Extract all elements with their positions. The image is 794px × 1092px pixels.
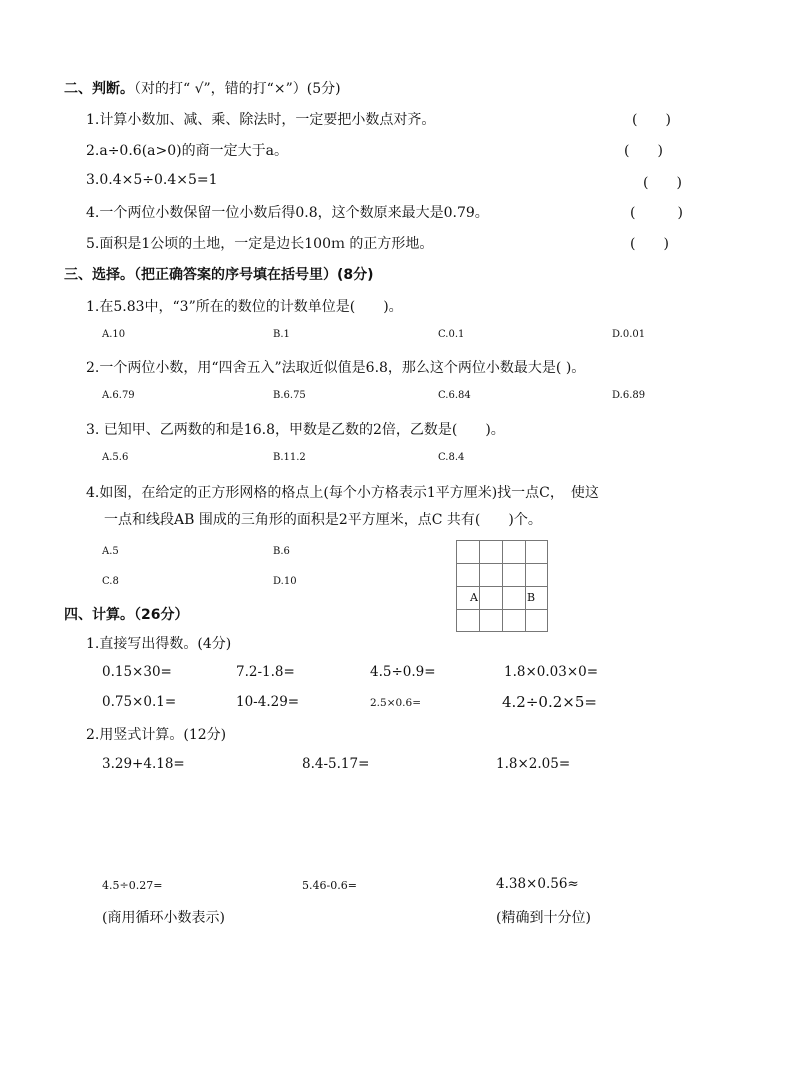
vertical-calc-3: 1.8×2.05= <box>496 756 571 772</box>
q1-option-c[interactable]: C.0.1 <box>438 329 465 340</box>
q4-option-c[interactable]: C.8 <box>102 576 119 587</box>
oral-calc-2: 7.2-1.8= <box>236 664 295 680</box>
judge-item-3: 3.0.4×5÷0.4×5=1 <box>86 172 218 188</box>
calc-part2-title: 2.用竖式计算。(12分) <box>86 727 227 743</box>
oral-calc-3: 4.5÷0.9= <box>370 664 436 680</box>
section2-title: 二、判断。 <box>64 81 134 97</box>
choice-question-4-line2: 一点和线段AB 围成的三角形的面积是2平方厘米，点C 共有( )个。 <box>104 512 542 528</box>
q3-option-c[interactable]: C.8.4 <box>438 452 465 463</box>
q3-option-a[interactable]: A.5.6 <box>102 452 129 463</box>
grid-line <box>547 540 548 632</box>
oral-calc-5: 0.75×0.1= <box>102 694 177 710</box>
q2-option-d[interactable]: D.6.89 <box>612 390 646 401</box>
oral-calc-4: 1.8×0.03×0= <box>504 664 599 680</box>
section4-subtitle: （26分） <box>134 607 189 623</box>
oral-calc-6: 10-4.29= <box>236 694 300 710</box>
calc-part1-title: 1.直接写出得数。(4分) <box>86 636 232 652</box>
vertical-calc-6: 4.38×0.56≈ <box>496 876 579 892</box>
section3-subtitle: （把正确答案的序号填在括号里）(8分) <box>134 267 374 283</box>
judge-answer-bracket-3[interactable]: ( ) <box>643 175 682 191</box>
q3-option-b[interactable]: B.11.2 <box>273 452 306 463</box>
vertical-calc-4: 4.5÷0.27= <box>102 879 163 892</box>
choice-question-2: 2.一个两位小数，用“四舍五入”法取近似值是6.8，那么这个两位小数最大是( )。 <box>86 360 586 376</box>
grid-line <box>525 540 526 632</box>
judge-item-4: 4.一个两位小数保留一位小数后得0.8，这个数原来最大是0.79。 <box>86 205 489 221</box>
q2-option-c[interactable]: C.6.84 <box>438 390 471 401</box>
grid-line <box>479 540 480 632</box>
q4-option-a[interactable]: A.5 <box>102 546 119 557</box>
oral-calc-7: 2.5×0.6= <box>370 697 421 709</box>
judge-answer-bracket-4[interactable]: ( ) <box>630 205 683 221</box>
q2-option-a[interactable]: A.6.79 <box>102 390 135 401</box>
section3-title: 三、选择。 <box>64 267 134 283</box>
judge-item-2: 2.a÷0.6(a>0)的商一定大于a。 <box>86 143 288 159</box>
judge-item-5: 5.面积是1公顷的土地，一定是边长100ｍ 的正方形地。 <box>86 236 434 252</box>
choice-question-4-line1: 4.如图，在给定的正方形网格的格点上(每个小方格表示1平方厘米)找一点C， 使这 <box>86 485 599 501</box>
grid-line <box>502 540 503 632</box>
section4-heading <box>64 604 188 624</box>
judge-answer-bracket-5[interactable]: ( ) <box>630 236 669 252</box>
vertical-calc-1: 3.29+4.18= <box>102 756 185 772</box>
choice-question-1: 1.在5.83中，“3”所在的数位的计数单位是( )。 <box>86 299 403 315</box>
q4-option-b[interactable]: B.6 <box>273 546 290 557</box>
oral-calc-1: 0.15×30= <box>102 664 172 680</box>
section2-subtitle: （对的打“ √”，错的打“×”）(5分) <box>134 81 341 97</box>
q1-option-a[interactable]: A.10 <box>102 329 126 340</box>
vertical-calc-2: 8.4-5.17= <box>302 756 370 772</box>
note-repeating-decimal: (商用循环小数表示) <box>102 910 225 926</box>
section3-heading <box>64 264 374 284</box>
judge-answer-bracket-2[interactable]: ( ) <box>624 143 663 159</box>
grid-line <box>456 540 457 632</box>
grid-point-b-label: B <box>527 591 536 604</box>
vertical-calc-5: 5.46-0.6= <box>302 879 357 892</box>
q1-option-d[interactable]: D.0.01 <box>612 329 646 340</box>
judge-answer-bracket-1[interactable]: ( ) <box>632 112 671 128</box>
q4-option-d[interactable]: D.10 <box>273 576 297 587</box>
choice-question-3: 3. 已知甲、乙两数的和是16.8，甲数是乙数的2倍，乙数是( )。 <box>86 422 505 438</box>
section4-title: 四、计算。 <box>64 607 134 623</box>
judge-item-1: 1.计算小数加、减、乘、除法时，一定要把小数点对齐。 <box>86 112 436 128</box>
q2-option-b[interactable]: B.6.75 <box>273 390 306 401</box>
grid-point-a-label: A <box>470 591 478 604</box>
section2-heading <box>64 78 341 98</box>
note-round-tenths: (精确到十分位) <box>496 910 591 926</box>
q1-option-b[interactable]: B.1 <box>273 329 290 340</box>
oral-calc-8: 4.2÷0.2×5= <box>502 693 597 711</box>
square-grid-figure <box>456 540 548 632</box>
